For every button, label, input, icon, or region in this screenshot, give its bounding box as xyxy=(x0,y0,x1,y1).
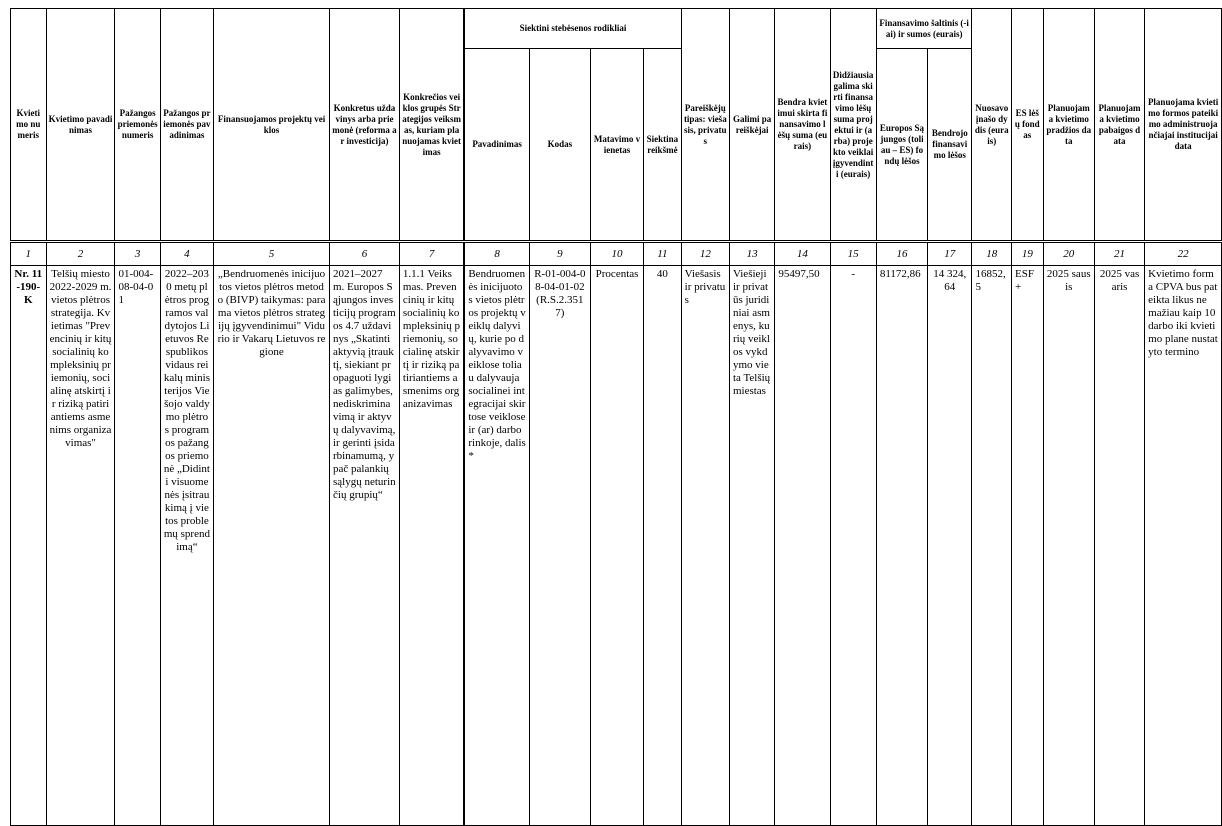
header-specific-objective: Konkretus uždavinys arba priemonė (reforma ar investicija) xyxy=(330,9,400,242)
cell-submission-date: Kvietimo forma CPVA bus pateikta likus ne mažiau kaip 10 darbo iki kvietimo plane nustatyto termino xyxy=(1145,266,1222,826)
cell-measure-number: 01-004-08-04-01 xyxy=(115,266,160,826)
cell-own-contribution: 16852,5 xyxy=(972,266,1012,826)
col-number: 20 xyxy=(1043,242,1094,266)
col-number: 14 xyxy=(775,242,830,266)
col-number: 17 xyxy=(928,242,972,266)
header-measure-name: Pažangos priemonės pavadinimas xyxy=(160,9,213,242)
col-number: 9 xyxy=(529,242,590,266)
cell-indicator-code: R-01-004-08-04-01-02(R.S.2.3517) xyxy=(529,266,590,826)
header-end-date: Planuojama kvietimo pabaigos data xyxy=(1094,9,1144,242)
col-number: 22 xyxy=(1145,242,1222,266)
header-indicator-name: Pavadinimas xyxy=(464,49,529,242)
header-target-value: Siektina reikšmė xyxy=(644,49,682,242)
header-submission-date: Planuojama kvietimo formos pateikimo administruojančiajai institucijai data xyxy=(1145,9,1222,242)
col-number: 1 xyxy=(11,242,47,266)
cell-max-funding: - xyxy=(830,266,876,826)
cell-strategy-action: 1.1.1 Veiksmas. Prevencinių ir kitų socialinių kompleksinių priemonių, socialinę atskirtį ir riziką patiriantiems asmenims organizavimas xyxy=(399,266,464,826)
cell-applicant-type: Viešasis ir privatus xyxy=(681,266,729,826)
cell-measure-name: 2022–2030 metų plėtros programos valdytojos Lietuvos Respublikos vidaus reikalų ministerijos Viešojo valdymo plėtros programos pažangos priemonė „Didinti visuomenės įsitraukimą į vietos problemų sprendimą“ xyxy=(160,266,213,826)
header-eu-funds: Europos Sąjungos (toliau – ES) fondų lėšos xyxy=(876,49,927,242)
header-max-funding: Didžiausia galima skirti finansavimo lėšų suma projektui ir (arba) projekto veiklai įgyvendinti (eurais) xyxy=(830,9,876,242)
col-number: 15 xyxy=(830,242,876,266)
cell-target-value: 40 xyxy=(644,266,682,826)
cell-indicator-name: Bendruomenės inicijuotos vietos plėtros projektų veiklų dalyvių, kurie po dalyvavimo veiklose toliau dalyvauja socialinei integracijai skirtose veiklose ir (ar) darbo rinkoje, dalis* xyxy=(464,266,529,826)
header-cofunding: Bendrojo finansavimo lėšos xyxy=(928,49,972,242)
cell-unit: Procentas xyxy=(590,266,643,826)
col-number: 6 xyxy=(330,242,400,266)
cell-total-funding: 95497,50 xyxy=(775,266,830,826)
col-number: 4 xyxy=(160,242,213,266)
col-number: 21 xyxy=(1094,242,1144,266)
call-plan-table xyxy=(10,8,1222,826)
col-number: 10 xyxy=(590,242,643,266)
cell-cofunding: 14 324,64 xyxy=(928,266,972,826)
cell-eu-fund: ESF+ xyxy=(1011,266,1043,826)
header-call-name: Kvietimo pavadinimas xyxy=(46,9,115,242)
col-number: 2 xyxy=(46,242,115,266)
header-eu-fund: ES lėšų fondas xyxy=(1011,9,1043,242)
cell-call-name: Telšių miesto 2022-2029 m. vietos plėtros strategija. Kvietimas "Prevencinių ir kitų socialinių kompleksinių priemonių, socialinę atskirtį ir riziką patiriantiems asmenims organizavimas" xyxy=(46,266,115,826)
header-group-indicators: Siektini stebėsenos rodikliai xyxy=(464,9,681,49)
header-strategy-action: Konkrečios veiklos grupės Strategijos veiksmas, kuriam planuojamas kvietimas xyxy=(399,9,464,242)
header-applicant-type: Pareiškėjų tipas: viešasis, privatus xyxy=(681,9,729,242)
col-number: 7 xyxy=(399,242,464,266)
header-measure-number: Pažangos priemonės numeris xyxy=(115,9,160,242)
header-possible-applicants: Galimi pareiškėjai xyxy=(729,9,774,242)
col-number: 8 xyxy=(464,242,529,266)
header-indicator-code: Kodas xyxy=(529,49,590,242)
col-number: 5 xyxy=(214,242,330,266)
col-number: 19 xyxy=(1011,242,1043,266)
header-group-sources: Finansavimo šaltinis (-iai) ir sumos (eurais) xyxy=(876,9,972,49)
col-number: 3 xyxy=(115,242,160,266)
cell-possible-applicants: Viešieji ir privatūs juridiniai asmenys, kurių veiklos vykdymo vieta Telšių miestas xyxy=(729,266,774,826)
col-number: 11 xyxy=(644,242,682,266)
header-start-date: Planuojama kvietimo pradžios data xyxy=(1043,9,1094,242)
cell-call-number: Nr. 11-190-K xyxy=(11,266,47,826)
col-number: 16 xyxy=(876,242,927,266)
col-number: 18 xyxy=(972,242,1012,266)
cell-specific-objective: 2021–2027 m. Europos Sąjungos investicijų programos 4.7 uždavinys „Skatinti aktyvią įtrauktį, siekiant propaguoti lygias galimybes, nediskriminavimą ir aktyvų dalyvavimą, ir gerinti įsidarbinamumą, ypač palankių sąlygų neturinčių grupių“ xyxy=(330,266,400,826)
col-number: 13 xyxy=(729,242,774,266)
cell-eu-funds: 81172,86 xyxy=(876,266,927,826)
header-call-number: Kvietimo numeris xyxy=(11,9,47,242)
header-unit: Matavimo vienetas xyxy=(590,49,643,242)
header-total-funding: Bendra kvietimui skirta finansavimo lėšų suma (eurais) xyxy=(775,9,830,242)
cell-funded-activities: „Bendruomenės inicijuotos vietos plėtros metodo (BIVP) taikymas: parama vietos plėtros strategijų įgyvendinimui" Vidurio ir Vakarų Lietuvos regione xyxy=(214,266,330,826)
header-own-contribution: Nuosavo įnašo dydis (eurais) xyxy=(972,9,1012,242)
cell-start-date: 2025 sausis xyxy=(1043,266,1094,826)
col-number: 12 xyxy=(681,242,729,266)
header-funded-activities: Finansuojamos projektų veiklos xyxy=(214,9,330,242)
cell-end-date: 2025 vasaris xyxy=(1094,266,1144,826)
